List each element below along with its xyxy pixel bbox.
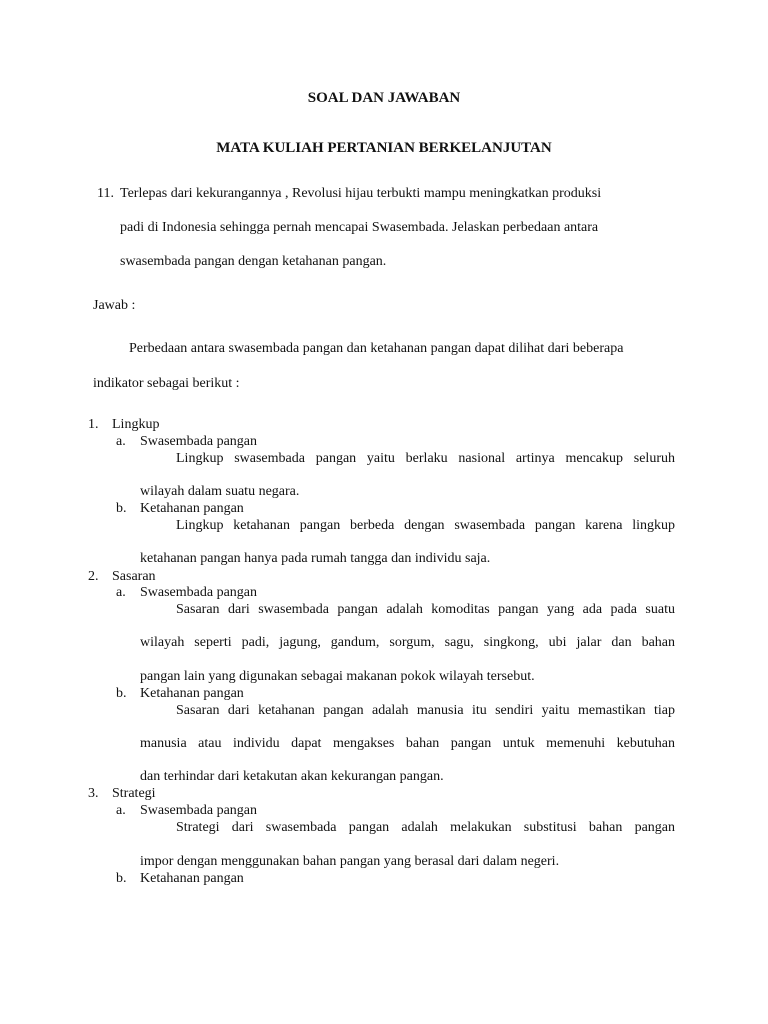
section-title: Sasaran (112, 569, 156, 584)
document-subtitle: MATA KULIAH PERTANIAN BERKELANJUTAN (216, 140, 552, 156)
answer-label: Jawab : (93, 298, 136, 313)
item-text-line: dan terhindar dari ketakutan akan kekurangan pangan. (140, 769, 444, 784)
item-text-line: pangan lain yang digunakan sebagai makanan pokok wilayah tersebut. (140, 669, 535, 684)
item-text-line: wilayah dalam suatu negara. (140, 484, 300, 499)
item-letter: b. (116, 686, 127, 701)
item-text-line: Sasaran dari ketahanan pangan adalah manusia itu sendiri yaitu memastikan tiap (176, 703, 675, 718)
item-letter: a. (116, 585, 126, 600)
item-label: Swasembada pangan (140, 434, 258, 449)
document-title: SOAL DAN JAWABAN (307, 90, 461, 106)
item-letter: a. (116, 434, 126, 449)
item-text-line: manusia atau individu dapat mengakses bahan pangan untuk memenuhi kebutuhan (140, 736, 675, 751)
item-text-line: wilayah seperti padi, jagung, gandum, sorgum, sagu, singkong, ubi jalar dan bahan (140, 635, 675, 650)
item-text-line: impor dengan menggunakan bahan pangan yang berasal dari dalam negeri. (140, 854, 560, 869)
section-number: 1. (88, 417, 99, 432)
section-number: 3. (88, 786, 99, 801)
item-label: Ketahanan pangan (140, 871, 244, 886)
item-text-line: Strategi dari swasembada pangan adalah melakukan substitusi bahan pangan (176, 820, 675, 835)
section-title: Strategi (112, 786, 156, 801)
question-line: padi di Indonesia sehingga pernah mencapai Swasembada. Jelaskan perbedaan antara (120, 220, 599, 235)
section-number: 2. (88, 569, 99, 584)
item-label: Ketahanan pangan (140, 686, 244, 701)
item-letter: b. (116, 871, 127, 886)
question-line: Terlepas dari kekurangannya , Revolusi hijau terbukti mampu meningkatkan produksi (120, 186, 602, 201)
question-line: swasembada pangan dengan ketahanan pangan. (120, 254, 387, 269)
question-number: 11. (97, 186, 114, 201)
answer-intro-line: indikator sebagai berikut : (93, 376, 240, 391)
item-text-line: Lingkup ketahanan pangan berbeda dengan swasembada pangan karena lingkup (176, 518, 675, 533)
item-letter: a. (116, 803, 126, 818)
item-label: Swasembada pangan (140, 803, 258, 818)
section-title: Lingkup (112, 417, 160, 432)
item-label: Ketahanan pangan (140, 501, 244, 516)
item-letter: b. (116, 501, 127, 516)
item-text-line: ketahanan pangan hanya pada rumah tangga dan individu saja. (140, 551, 491, 566)
item-text-line: Lingkup swasembada pangan yaitu berlaku nasional artinya mencakup seluruh (176, 451, 675, 466)
item-text-line: Sasaran dari swasembada pangan adalah komoditas pangan yang ada pada suatu (176, 602, 675, 617)
answer-intro-line: Perbedaan antara swasembada pangan dan ketahanan pangan dapat dilihat dari beberapa (129, 341, 624, 356)
item-label: Swasembada pangan (140, 585, 258, 600)
